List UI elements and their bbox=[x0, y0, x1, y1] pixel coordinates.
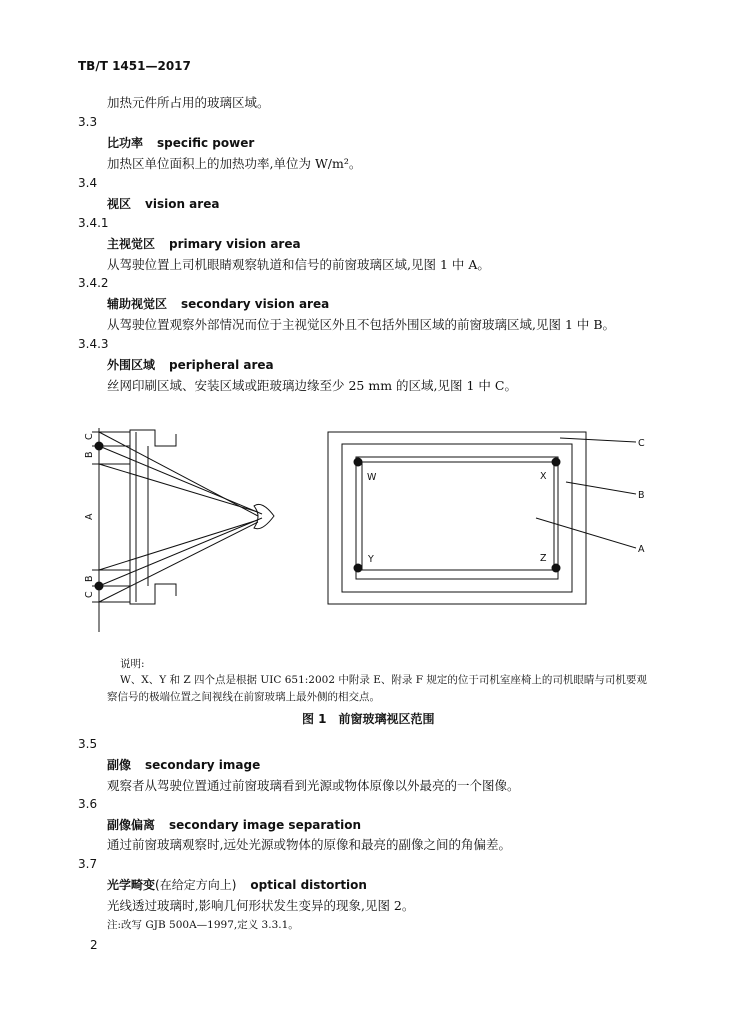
section-number: 3.5 bbox=[78, 737, 98, 751]
term-en: specific power bbox=[157, 136, 255, 150]
page-number: 2 bbox=[90, 938, 98, 952]
term-cn: 副像偏离 bbox=[107, 818, 156, 832]
figure-vision-areas bbox=[0, 400, 729, 645]
label-z: Z bbox=[540, 553, 547, 564]
callout-c: C bbox=[638, 438, 645, 449]
label-w: W bbox=[367, 472, 377, 483]
side-label-a: A bbox=[84, 513, 95, 520]
section-definition: 从驾驶位置上司机眼睛观察轨道和信号的前窗玻璃区域,见图 1 中 A。 bbox=[107, 257, 490, 272]
section-number: 3.4.3 bbox=[78, 337, 109, 351]
figure-caption: 图 1 前窗玻璃视区范围 bbox=[302, 712, 435, 726]
term-en: vision area bbox=[145, 197, 220, 211]
term-cn-extra: (在给定方向上) bbox=[155, 878, 237, 892]
section-number: 3.4.2 bbox=[78, 276, 109, 290]
section-term bbox=[107, 195, 219, 212]
callout-b: B bbox=[638, 490, 645, 501]
figure-note-title: 说明: bbox=[120, 658, 145, 670]
section-term bbox=[107, 876, 367, 893]
point-w bbox=[354, 458, 363, 467]
term-cn: 视区 bbox=[107, 197, 132, 211]
point-x bbox=[552, 458, 561, 467]
term-en: optical distortion bbox=[250, 878, 367, 892]
callout-a: A bbox=[638, 544, 645, 555]
term-cn: 比功率 bbox=[107, 136, 144, 150]
section-definition: 光线透过玻璃时,影响几何形状发生变异的现象,见图 2。 bbox=[107, 898, 415, 913]
standard-code: TB/T 1451—2017 bbox=[78, 59, 191, 73]
section-term bbox=[107, 134, 254, 151]
note-text: 注:改写 GJB 500A—1997,定义 3.3.1。 bbox=[107, 919, 299, 931]
section-term bbox=[107, 295, 329, 312]
section-number: 3.4.1 bbox=[78, 216, 109, 230]
section-term bbox=[107, 356, 274, 373]
section-term bbox=[107, 235, 301, 252]
figure-note-line: W、X、Y 和 Z 四个点是根据 UIC 651:2002 中附录 E、附录 F 规定的位于司机室座椅上的司机眼睛与司机要观 bbox=[120, 674, 647, 686]
term-en: peripheral area bbox=[169, 358, 274, 372]
side-label-c-bottom: C bbox=[84, 591, 95, 598]
term-cn: 辅助视觉区 bbox=[107, 297, 168, 311]
label-y: Y bbox=[368, 554, 374, 565]
outer-glass bbox=[328, 432, 586, 604]
point-lower bbox=[95, 582, 104, 591]
label-x: X bbox=[540, 471, 547, 482]
side-label-b-top: B bbox=[84, 451, 95, 458]
section-term bbox=[107, 816, 361, 833]
section-number: 3.7 bbox=[78, 857, 98, 871]
term-en: secondary vision area bbox=[181, 297, 330, 311]
primary-boundary bbox=[362, 462, 554, 570]
section-number: 3.3 bbox=[78, 115, 98, 129]
point-upper bbox=[95, 442, 104, 451]
figure-note-line: 察信号的极端位置之间视线在前窗玻璃上最外侧的相交点。 bbox=[107, 691, 380, 703]
section-definition: 加热区单位面积上的加热功率,单位为 W/m²。 bbox=[107, 156, 362, 171]
term-cn: 外围区域 bbox=[107, 358, 156, 372]
section-definition: 丝网印刷区域、安装区域或距玻璃边缘至少 25 mm 的区域,见图 1 中 C。 bbox=[107, 378, 517, 393]
section-definition: 从驾驶位置观察外部情况而位于主视觉区外且不包括外围区域的前窗玻璃区域,见图 1 中 B。 bbox=[107, 317, 616, 332]
intro-text: 加热元件所占用的玻璃区域。 bbox=[107, 95, 270, 110]
side-label-c-top: C bbox=[84, 433, 95, 440]
term-cn: 主视觉区 bbox=[107, 237, 156, 251]
section-definition: 观察者从驾驶位置通过前窗玻璃看到光源或物体原像以外最亮的一个图像。 bbox=[107, 778, 520, 793]
point-z bbox=[552, 564, 561, 573]
section-term bbox=[107, 756, 260, 773]
section-number: 3.6 bbox=[78, 797, 98, 811]
eye-icon bbox=[254, 504, 274, 528]
term-cn: 副像 bbox=[107, 758, 132, 772]
term-en: secondary image bbox=[145, 758, 261, 772]
term-en: primary vision area bbox=[169, 237, 301, 251]
secondary-boundary bbox=[356, 457, 558, 579]
point-y bbox=[354, 564, 363, 573]
term-cn: 光学畸变 bbox=[107, 878, 156, 892]
section-number: 3.4 bbox=[78, 176, 98, 190]
side-label-b-bottom: B bbox=[84, 575, 95, 582]
term-en: secondary image separation bbox=[169, 818, 362, 832]
section-definition: 通过前窗玻璃观察时,远处光源或物体的原像和最亮的副像之间的角偏差。 bbox=[107, 837, 511, 852]
window-frame bbox=[130, 430, 176, 604]
